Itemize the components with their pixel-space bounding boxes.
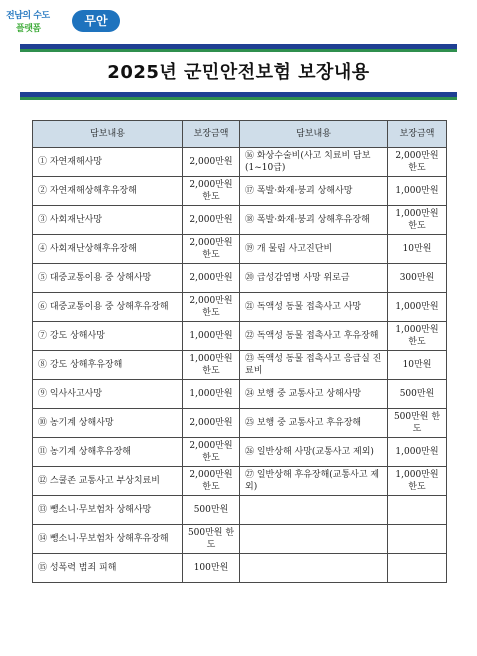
municipal-logo (6, 6, 122, 36)
coverage-amount-right (388, 525, 447, 554)
coverage-amount-right: 1,000만원 (388, 293, 447, 322)
coverage-amount-left: 1,000만원 한도 (183, 351, 240, 380)
coverage-amount-left: 2,000만원 (183, 148, 240, 177)
table-row (33, 235, 447, 264)
coverage-table (32, 120, 447, 583)
table-row (33, 322, 447, 351)
coverage-amount-right: 1,000만원 한도 (388, 322, 447, 351)
logo-slogan-line2: 플랫폼 (16, 24, 41, 34)
coverage-item-left: ② 자연재해상해후유장해 (33, 177, 183, 206)
table-row (33, 148, 447, 177)
coverage-item-left: ⑦ 강도 상해사망 (33, 322, 183, 351)
coverage-item-left: ⑭ 뺑소니·무보험차 상해후유장해 (33, 525, 183, 554)
coverage-amount-right: 1,000만원 (388, 177, 447, 206)
header-amount-right: 보장금액 (388, 121, 447, 148)
header-amount-left: 보장금액 (183, 121, 240, 148)
coverage-amount-right: 500만원 한도 (388, 409, 447, 438)
coverage-amount-right (388, 554, 447, 583)
coverage-item-left: ⑧ 강도 상해후유장해 (33, 351, 183, 380)
coverage-amount-left: 500만원 한도 (183, 525, 240, 554)
coverage-item-left: ⑨ 익사사고사망 (33, 380, 183, 409)
coverage-item-right: ㉔ 보행 중 교통사고 상해사망 (240, 380, 388, 409)
coverage-amount-right: 10만원 (388, 235, 447, 264)
table-row (33, 264, 447, 293)
coverage-amount-right: 1,000만원 한도 (388, 467, 447, 496)
table-row (33, 496, 447, 525)
coverage-item-right (240, 525, 388, 554)
title-band-top (20, 44, 457, 52)
logo-badge: 무안 (72, 10, 120, 32)
coverage-item-left: ③ 사회재난사망 (33, 206, 183, 235)
coverage-item-right: ⑱ 폭발·화재·붕괴 상해후유장해 (240, 206, 388, 235)
coverage-amount-right: 500만원 (388, 380, 447, 409)
coverage-amount-right: 1,000만원 한도 (388, 206, 447, 235)
coverage-item-right: ㉕ 보행 중 교통사고 후유장해 (240, 409, 388, 438)
coverage-item-left: ① 자연재해사망 (33, 148, 183, 177)
coverage-item-right: ㉒ 독액성 동물 접촉사고 후유장해 (240, 322, 388, 351)
table-row (33, 438, 447, 467)
coverage-amount-left: 2,000만원 한도 (183, 438, 240, 467)
page-title: 2025년 군민안전보험 보장내용 (107, 62, 370, 83)
coverage-item-right: ⑳ 급성감염병 사망 위로금 (240, 264, 388, 293)
coverage-amount-left: 2,000만원 (183, 264, 240, 293)
coverage-item-left: ⑫ 스쿨존 교통사고 부상치료비 (33, 467, 183, 496)
table-row (33, 554, 447, 583)
coverage-amount-right: 1,000만원 (388, 438, 447, 467)
table-row (33, 293, 447, 322)
coverage-amount-left: 1,000만원 (183, 380, 240, 409)
coverage-amount-right: 300만원 (388, 264, 447, 293)
header-coverage-left: 담보내용 (33, 121, 183, 148)
coverage-amount-left: 2,000만원 (183, 206, 240, 235)
title-band-bottom (20, 92, 457, 100)
coverage-amount-left: 2,000만원 한도 (183, 177, 240, 206)
coverage-amount-right: 2,000만원 한도 (388, 148, 447, 177)
coverage-amount-right: 10만원 (388, 351, 447, 380)
coverage-amount-left: 100만원 (183, 554, 240, 583)
coverage-item-right: ㉓ 독액성 동물 접촉사고 응급실 진료비 (240, 351, 388, 380)
coverage-item-right (240, 554, 388, 583)
table-row (33, 467, 447, 496)
coverage-amount-left: 2,000만원 한도 (183, 235, 240, 264)
coverage-item-left: ⑤ 대중교통이용 중 상해사망 (33, 264, 183, 293)
coverage-item-right: ⑰ 폭발·화재·붕괴 상해사망 (240, 177, 388, 206)
coverage-item-right: ㉖ 일반상해 사망(교통사고 제외) (240, 438, 388, 467)
coverage-item-right: ㉑ 독액성 동물 접촉사고 사망 (240, 293, 388, 322)
coverage-amount-left: 2,000만원 한도 (183, 293, 240, 322)
coverage-amount-left: 1,000만원 (183, 322, 240, 351)
coverage-item-left: ⑥ 대중교통이용 중 상해후유장해 (33, 293, 183, 322)
table-row (33, 409, 447, 438)
table-row (33, 177, 447, 206)
table-row (33, 380, 447, 409)
coverage-amount-right (388, 496, 447, 525)
coverage-item-right: ⑯ 화상수술비(사고 치료비 담보(1~10급) (240, 148, 388, 177)
coverage-item-right: ⑲ 개 물림 사고진단비 (240, 235, 388, 264)
coverage-item-left: ⑬ 뺑소니·무보험차 상해사망 (33, 496, 183, 525)
logo-slogan-line1: 전남의 수도 (6, 11, 50, 21)
coverage-amount-left: 2,000만원 (183, 409, 240, 438)
coverage-amount-left: 2,000만원 한도 (183, 467, 240, 496)
coverage-item-left: ⑮ 성폭력 범죄 피해 (33, 554, 183, 583)
table-row (33, 206, 447, 235)
coverage-amount-left: 500만원 (183, 496, 240, 525)
coverage-item-right: ㉗ 일반상해 후유장해(교통사고 제외) (240, 467, 388, 496)
table-row (33, 351, 447, 380)
coverage-item-left: ⑪ 농기계 상해후유장해 (33, 438, 183, 467)
coverage-item-left: ⑩ 농기계 상해사망 (33, 409, 183, 438)
table-header-row (33, 121, 447, 148)
coverage-item-left: ④ 사회재난상해후유장해 (33, 235, 183, 264)
table-row (33, 525, 447, 554)
coverage-item-right (240, 496, 388, 525)
header-coverage-right: 담보내용 (240, 121, 388, 148)
